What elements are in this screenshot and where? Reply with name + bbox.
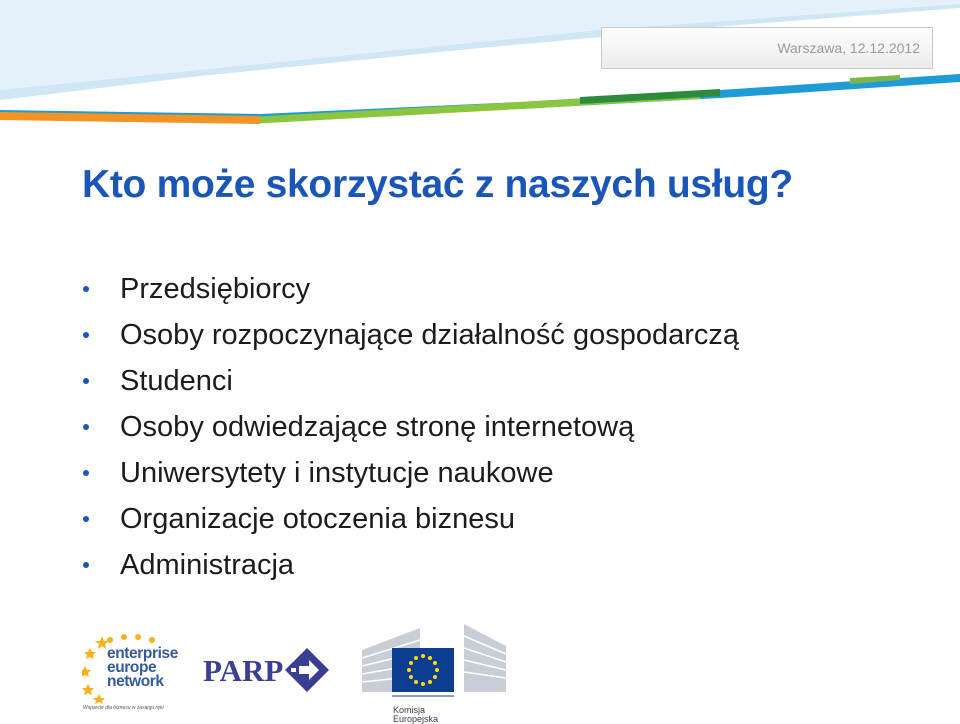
- ec-building-icon: [360, 620, 510, 704]
- ec-logo: [360, 620, 510, 724]
- ec-label-line2: Europejska: [393, 714, 439, 724]
- bullet-icon: [83, 562, 89, 568]
- bullet-list: [80, 266, 739, 588]
- parp-wordmark: PARP: [203, 653, 284, 688]
- bullet-icon: [83, 378, 89, 384]
- list-item: [80, 404, 739, 450]
- bullet-icon: [83, 332, 89, 338]
- een-logo: [80, 630, 190, 718]
- bullet-text: Osoby rozpoczynające działalność gospodarczą: [120, 318, 740, 351]
- list-item: [80, 496, 739, 542]
- star-arc-icon: [102, 632, 162, 644]
- list-item: [80, 312, 739, 358]
- parp-arrow-icon: [285, 648, 329, 692]
- date-box: [601, 27, 933, 69]
- slide-title: Kto może skorzystać z naszych usług?: [82, 163, 793, 206]
- bullet-text: Studenci: [120, 364, 233, 397]
- list-item: [80, 542, 739, 588]
- list-item: [80, 358, 739, 404]
- ec-label-line1: Komisja: [393, 705, 426, 715]
- bullet-text: Organizacje otoczenia biznesu: [120, 502, 515, 535]
- parp-logo: [203, 646, 331, 694]
- list-item: [80, 450, 739, 496]
- bullet-icon: [83, 470, 89, 476]
- bullet-icon: [83, 286, 89, 292]
- een-tagline: Wsparcie dla biznesu w zasięgu ręki: [83, 705, 164, 711]
- bullet-text: Przedsiębiorcy: [120, 272, 311, 305]
- list-item: [80, 266, 739, 312]
- date-label: Warszawa, 12.12.2012: [777, 40, 920, 56]
- bullet-text: Uniwersytety i instytucje naukowe: [120, 456, 554, 489]
- bullet-icon: [83, 424, 89, 430]
- bullet-icon: [83, 516, 89, 522]
- bullet-text: Osoby odwiedzające stronę internetową: [120, 410, 635, 443]
- bullet-text: Administracja: [120, 548, 295, 581]
- een-wordmark: enterprise europe network: [107, 645, 178, 690]
